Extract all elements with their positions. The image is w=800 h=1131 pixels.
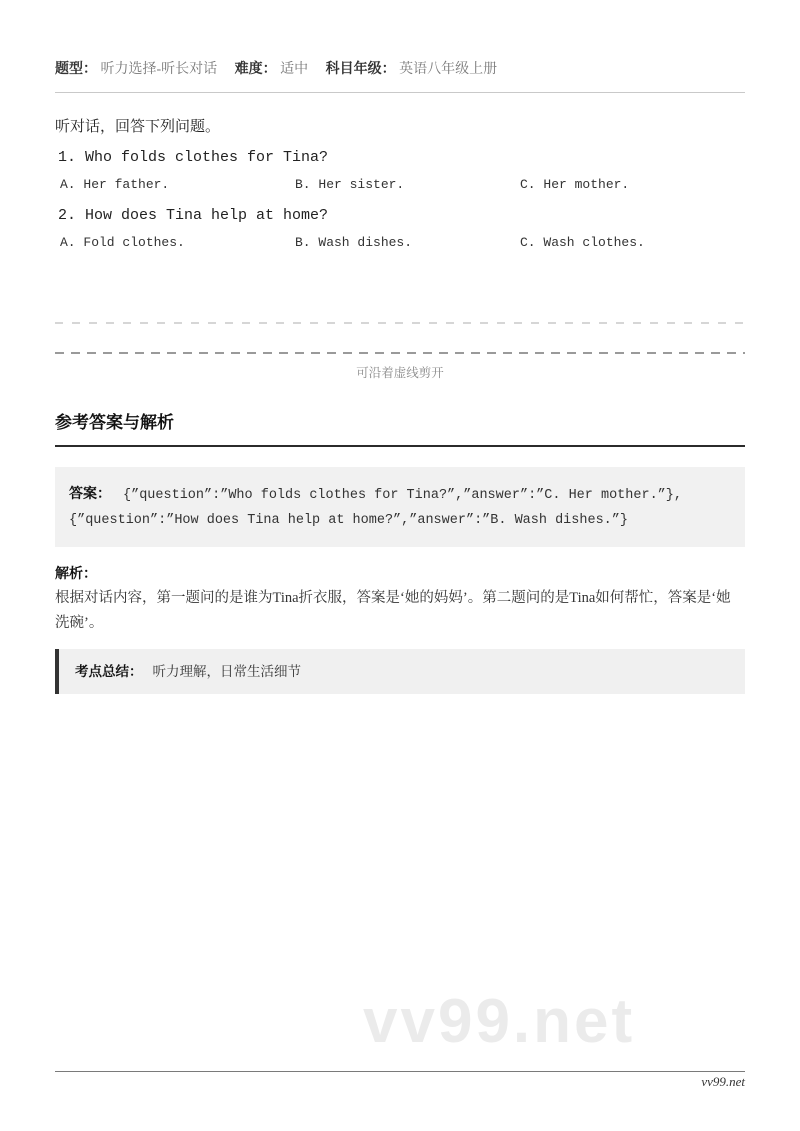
- cut-dashed-line-dark: [55, 352, 745, 354]
- answer-text: {”question”:”Who folds clothes for Tina?”,”answer”:”C. Her mother.”}, {”question”:”How does Tina help at home?”,”answer”:”B. Wash dishes.”}: [69, 488, 682, 528]
- subject-grade-value: 英语八年级上册: [399, 62, 498, 77]
- answer-label: 答案：: [69, 485, 111, 501]
- footer-site-text: vv99.net: [701, 1074, 745, 1089]
- exercise-instruction: 听对话，回答下列问题。: [55, 119, 221, 135]
- answer-box: [55, 467, 745, 547]
- question-1-text: Who folds clothes for Tina?: [85, 149, 329, 166]
- question-1: [55, 147, 745, 168]
- question-2-number: 2.: [58, 207, 77, 224]
- analysis-text: 根据对话内容，第一题问的是谁为Tina折衣服，答案是‘她的妈妈’。第二题问的是Tina如何帮忙，答案是‘她洗碗’。: [55, 590, 731, 631]
- question-1-options: [55, 176, 745, 194]
- page-footer: [55, 1071, 745, 1090]
- question-2-option-c: C. Wash clothes.: [520, 235, 645, 250]
- difficulty-label: 难度：: [234, 60, 277, 76]
- question-1-number: 1.: [58, 149, 77, 166]
- header-meta-row: [55, 0, 745, 93]
- subject-grade-label: 科目年级：: [325, 60, 396, 76]
- question-1-option-b: B. Her sister.: [295, 177, 405, 192]
- question-type-value: 听力选择-听长对话: [100, 62, 218, 77]
- question-2-options: [55, 234, 745, 252]
- keypoint-summary-box: [55, 649, 745, 694]
- question-1-option-c: C. Her mother.: [520, 177, 630, 192]
- question-type-label: 题型：: [55, 60, 97, 76]
- difficulty-value: 适中: [280, 62, 309, 77]
- cut-line-caption: 可沿着虚线剪开: [356, 366, 444, 380]
- question-2-option-b: B. Wash dishes.: [295, 235, 413, 250]
- question-2-text: How does Tina help at home?: [85, 207, 329, 224]
- question-1-option-a: A. Her father.: [60, 177, 170, 192]
- site-watermark: vv99.net: [363, 987, 636, 1056]
- analysis-label: 解析：: [55, 565, 97, 581]
- keypoint-text: 听力理解，日常生活细节: [152, 664, 301, 679]
- question-2: [55, 205, 745, 226]
- cut-line-area: [55, 322, 745, 381]
- keypoint-label: 考点总结：: [75, 664, 143, 679]
- question-2-option-a: A. Fold clothes.: [60, 235, 185, 250]
- answers-section-heading: 参考答案与解析: [55, 411, 745, 447]
- cut-dashed-line-light: [55, 322, 745, 324]
